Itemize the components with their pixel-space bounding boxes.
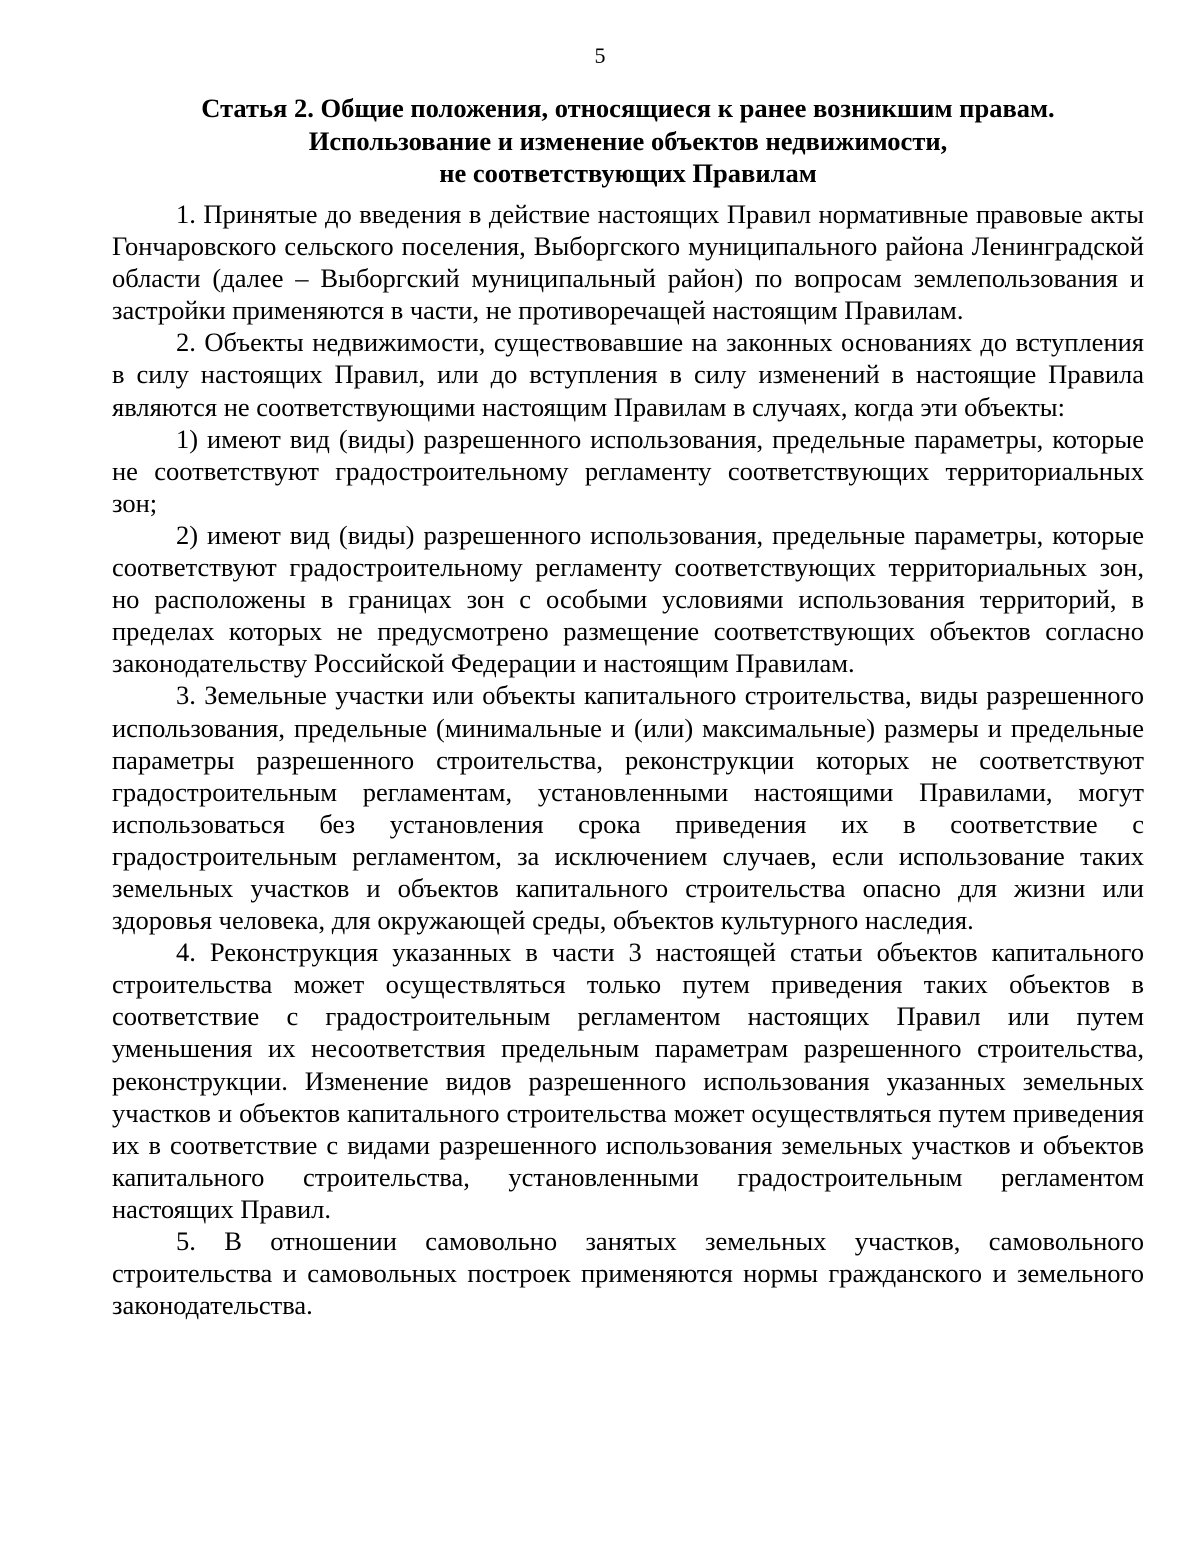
- article-heading: [112, 92, 1144, 190]
- paragraph-1: 1. Принятые до введения в действие настоящих Правил нормативные правовые акты Гончаровского сельского поселения, Выборгского муниципального района Ленинградской области (далее – Выборгский муниципальный район) по вопросам землепользования и застройки применяются в части, не противоречащей настоящим Правилам.: [112, 199, 1144, 326]
- article-heading-line-1: Статья 2. Общие положения, относящиеся к ранее возникшим правам.: [201, 93, 1055, 123]
- paragraph-2-item-2: 2) имеют вид (виды) разрешенного использования, предельные параметры, которые соответствуют градостроительному регламенту соответствующих территориальных зон, но расположены в границах зон с особыми условиями использования территорий, в пределах которых не предусмотрено размещение соответствующих объектов согласно законодательству Российской Федерации и настоящим Правилам.: [112, 519, 1144, 679]
- article-body: [112, 198, 1144, 1321]
- page-number: 5: [594, 43, 606, 68]
- paragraph-4: 4. Реконструкция указанных в части 3 настоящей статьи объектов капитального строительства может осуществляться только путем приведения таких объектов в соответствие с градостроительным регламентом настоящих Правил или путем уменьшения их несоответствия предельным параметрам разрешенного строительства, реконструкции. Изменение видов разрешенного использования указанных земельных участков и объектов капитального строительства может осуществляться путем приведения их в соответствие с видами разрешенного использования земельных участков и объектов капитального строительства, установленными градостроительным регламентом настоящих Правил.: [112, 937, 1144, 1224]
- article-heading-line-3: не соответствующих Правилам: [439, 158, 817, 189]
- article-heading-line-2: Использование и изменение объектов недвижимости,: [308, 125, 948, 156]
- paragraph-5: 5. В отношении самовольно занятых земельных участков, самовольного строительства и самовольных построек применяются нормы гражданского и земельного законодательства.: [112, 1226, 1144, 1321]
- paragraph-2: 2. Объекты недвижимости, существовавшие на законных основаниях до вступления в силу настоящих Правил, или до вступления в силу изменений в настоящие Правила являются не соответствующими настоящим Правилам в случаях, когда эти объекты:: [112, 327, 1144, 422]
- paragraph-2-item-1: 1) имеют вид (виды) разрешенного использования, предельные параметры, которые не соответствуют градостроительному регламенту соответствующих территориальных зон;: [112, 423, 1144, 518]
- paragraph-3: 3. Земельные участки или объекты капитального строительства, виды разрешенного использования, предельные (минимальные и (или) максимальные) размеры и предельные параметры разрешенного строительства, реконструкции которых не соответствуют градостроительным регламентам, установленными настоящими Правилами, могут использоваться без установления срока приведения их в соответствие с градостроительным регламентом, за исключением случаев, если использование таких земельных участков и объектов капитального строительства опасно для жизни или здоровья человека, для окружающей среды, объектов культурного наследия.: [112, 680, 1144, 936]
